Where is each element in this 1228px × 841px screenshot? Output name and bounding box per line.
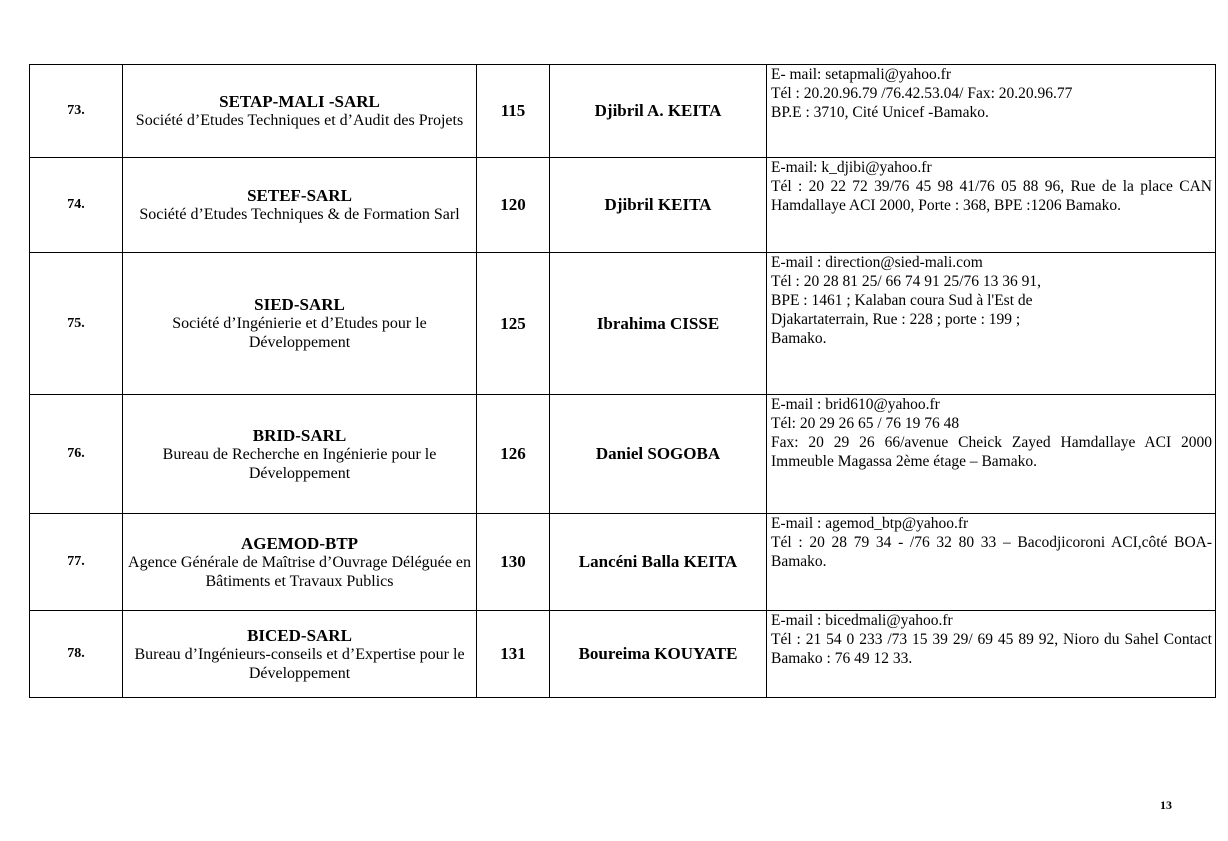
company-name: Bureau d’Ingénieurs-conseils et d’Expertise pour le Développement [134, 645, 465, 682]
company-acronym: BRID-SARL [252, 425, 347, 445]
contact-cell [767, 395, 1216, 514]
contact-line: Tél : 20 28 79 34 - /76 32 80 33 – Bacodjicoroni ACI,côté BOA- Bamako. [771, 534, 1212, 570]
contact-cell [767, 65, 1216, 158]
contact-line: BPE : 1461 ; Kalaban coura Sud à l'Est de [771, 292, 1033, 309]
company-code: 131 [477, 611, 550, 698]
company-name: Société d’Ingénierie et d’Etudes pour le Développement [172, 315, 427, 351]
company-code: 125 [477, 253, 550, 395]
company-directory-table [29, 64, 1216, 698]
row-number: 75. [30, 253, 123, 395]
company-acronym: SETEF-SARL [247, 186, 352, 205]
contact-line: Bamako. [771, 330, 827, 347]
row-number: 74. [30, 158, 123, 253]
contact-line: BP.E : 3710, Cité Unicef -Bamako. [771, 104, 989, 121]
row-number: 77. [30, 514, 123, 611]
row-number: 73. [30, 65, 123, 158]
company-acronym: AGEMOD-BTP [240, 533, 359, 553]
contact-line: Fax: 20 29 26 66/avenue Cheick Zayed Hamdallaye ACI 2000 Immeuble Magassa 2ème étage – Bamako. [771, 434, 1212, 470]
manager-name: Djibril KEITA [550, 158, 767, 253]
contact-line: Tél : 20 22 72 39/76 45 98 41/76 05 88 96, Rue de la place CAN Hamdallaye ACI 2000, Porte : 368, BPE :1206 Bamako. [771, 178, 1212, 214]
table-row [30, 253, 1216, 395]
table-row [30, 395, 1216, 514]
company-cell [123, 158, 477, 253]
contact-cell [767, 514, 1216, 611]
manager-name: Boureima KOUYATE [550, 611, 767, 698]
contact-line: E- mail: setapmali@yahoo.fr [771, 66, 951, 83]
manager-name: Ibrahima CISSE [550, 253, 767, 395]
company-acronym: BICED-SARL [247, 625, 352, 645]
contact-line: E-mail : direction@sied-mali.com [771, 254, 983, 271]
contact-cell [767, 158, 1216, 253]
company-acronym: SETAP-MALI -SARL [219, 92, 380, 111]
company-cell [123, 611, 477, 698]
company-code: 120 [477, 158, 550, 253]
contact-cell [767, 611, 1216, 698]
contact-line: E-mail : bicedmali@yahoo.fr [771, 612, 953, 629]
company-acronym: SIED-SARL [254, 295, 345, 314]
company-cell [123, 395, 477, 514]
table-row [30, 65, 1216, 158]
company-name: Société d’Etudes Techniques & de Formation Sarl [139, 206, 460, 223]
company-name: Agence Générale de Maîtrise d’Ouvrage Déléguée en Bâtiments et Travaux Publics [128, 553, 471, 590]
contact-line: E-mail : brid610@yahoo.fr [771, 396, 940, 413]
company-cell [123, 514, 477, 611]
manager-name: Djibril A. KEITA [550, 65, 767, 158]
row-number: 76. [30, 395, 123, 514]
company-name: Société d’Etudes Techniques et d’Audit des Projets [135, 112, 464, 129]
table-row [30, 158, 1216, 253]
contact-line: Tél: 20 29 26 65 / 76 19 76 48 [771, 415, 960, 432]
contact-cell [767, 253, 1216, 395]
company-code: 130 [477, 514, 550, 611]
contact-line: Tél : 21 54 0 233 /73 15 39 29/ 69 45 89 92, Nioro du Sahel Contact Bamako : 76 49 12 33. [771, 631, 1212, 667]
contact-line: Tél : 20.20.96.79 /76.42.53.04/ Fax: 20.20.96.77 [771, 85, 1073, 102]
manager-name: Daniel SOGOBA [550, 395, 767, 514]
table-row [30, 611, 1216, 698]
manager-name: Lancéni Balla KEITA [550, 514, 767, 611]
company-code: 126 [477, 395, 550, 514]
contact-line: Djakartaterrain, Rue : 228 ; porte : 199 ; [771, 311, 1021, 328]
company-code: 115 [477, 65, 550, 158]
company-cell [123, 253, 477, 395]
page-number: 13 [1160, 798, 1172, 812]
row-number: 78. [30, 611, 123, 698]
contact-line: Tél : 20 28 81 25/ 66 74 91 25/76 13 36 91, [771, 273, 1041, 290]
contact-line: E-mail : agemod_btp@yahoo.fr [771, 515, 969, 532]
company-cell [123, 65, 477, 158]
contact-line: E-mail: k_djibi@yahoo.fr [771, 159, 932, 176]
company-name: Bureau de Recherche en Ingénierie pour le Développement [162, 445, 437, 482]
table-row [30, 514, 1216, 611]
